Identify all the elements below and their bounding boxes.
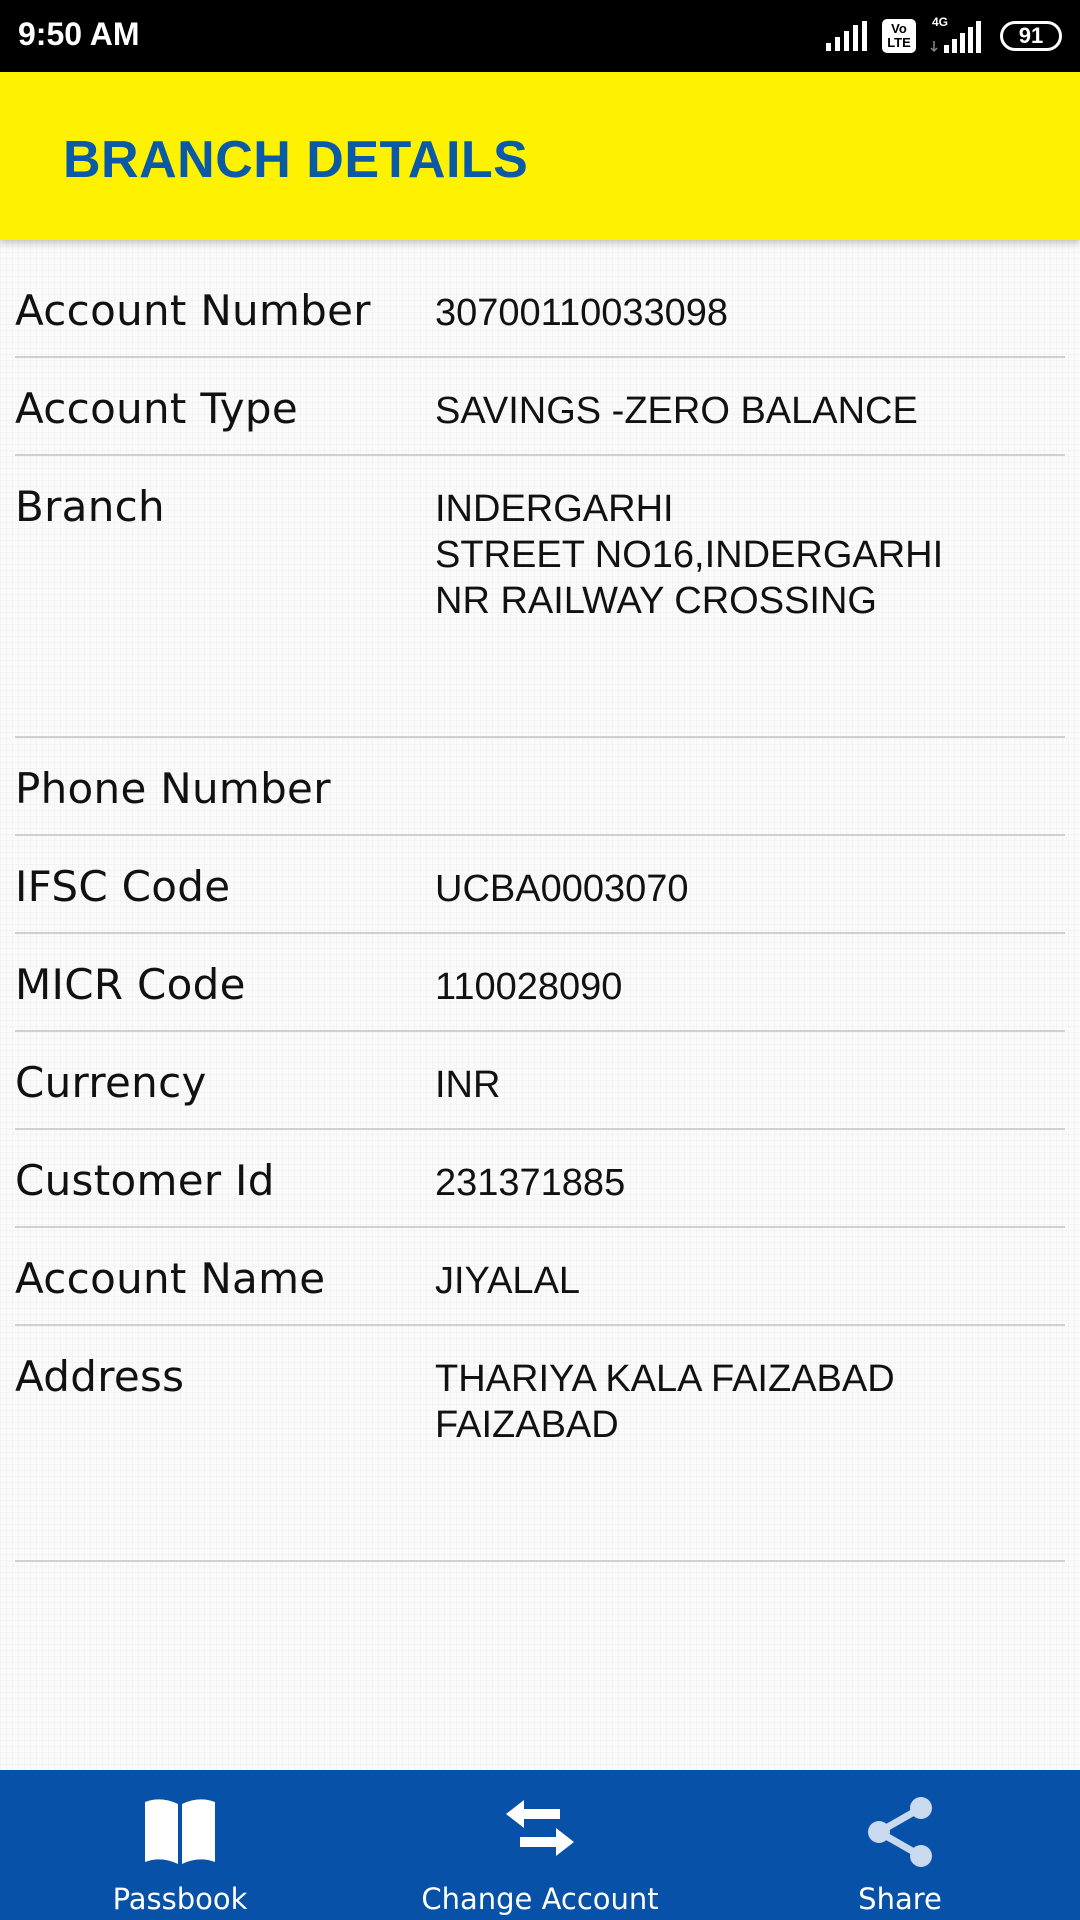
detail-value: INR (435, 1064, 501, 1106)
bottom-nav (0, 1770, 1080, 1920)
nav-change-account-label: Change Account (421, 1882, 659, 1916)
detail-label: MICR Code (15, 960, 246, 1009)
nav-share-label: Share (858, 1882, 942, 1916)
nav-change-account-button[interactable] (360, 1770, 720, 1920)
nav-passbook-label: Passbook (112, 1882, 248, 1916)
detail-value: UCBA0003070 (435, 868, 689, 910)
detail-label: Phone Number (15, 764, 331, 813)
battery-level-text: 91 (1018, 23, 1044, 48)
detail-row-micr-code (15, 934, 1065, 1032)
detail-label: Currency (15, 1058, 207, 1107)
detail-label: Account Number (15, 286, 371, 335)
detail-label: Customer Id (15, 1156, 275, 1205)
detail-row-phone-number (15, 738, 1065, 836)
detail-label: IFSC Code (15, 862, 231, 911)
network-type: 4G (932, 15, 949, 29)
detail-label: Account Type (15, 384, 298, 433)
detail-label: Branch (15, 482, 165, 531)
nav-passbook-button[interactable] (0, 1770, 360, 1920)
detail-row-address (15, 1326, 1065, 1562)
detail-value: INDERGARHI STREET NO16,INDERGARHI NR RAILWAY CROSSING (435, 488, 944, 622)
signal-icon (826, 21, 868, 51)
page-title: BRANCH DETAILS (63, 131, 529, 189)
volte-icon (882, 19, 916, 53)
detail-label: Address (15, 1352, 185, 1401)
status-bar (0, 0, 1080, 72)
detail-value: 231371885 (435, 1162, 626, 1204)
detail-row-account-number (15, 260, 1065, 358)
volte-top-text: Vo (891, 21, 907, 36)
detail-label: Account Name (15, 1254, 326, 1303)
detail-row-ifsc-code (15, 836, 1065, 934)
detail-row-currency (15, 1032, 1065, 1130)
battery-icon (1000, 21, 1062, 51)
detail-value: JIYALAL (435, 1260, 581, 1302)
nav-share-button[interactable] (720, 1770, 1080, 1920)
detail-row-customer-id (15, 1130, 1065, 1228)
detail-value: THARIYA KALA FAIZABAD FAIZABAD (435, 1358, 895, 1446)
detail-row-account-type (15, 358, 1065, 456)
detail-row-account-name (15, 1228, 1065, 1326)
status-icons (826, 16, 1062, 56)
detail-value: 30700110033098 (435, 292, 729, 334)
volte-bottom-text: LTE (887, 35, 911, 50)
book-icon (141, 1794, 219, 1868)
detail-row-branch (15, 456, 1065, 738)
branch-details-list (15, 260, 1065, 1562)
detail-value: SAVINGS -ZERO BALANCE (435, 390, 918, 432)
detail-value: 110028090 (435, 966, 623, 1008)
app-bar (0, 72, 1080, 240)
network-signal-group (930, 15, 986, 53)
share-icon (865, 1796, 935, 1868)
swap-arrows-icon (502, 1798, 578, 1858)
signal-4g-icon (930, 19, 986, 53)
status-time: 9:50 AM (18, 16, 140, 52)
